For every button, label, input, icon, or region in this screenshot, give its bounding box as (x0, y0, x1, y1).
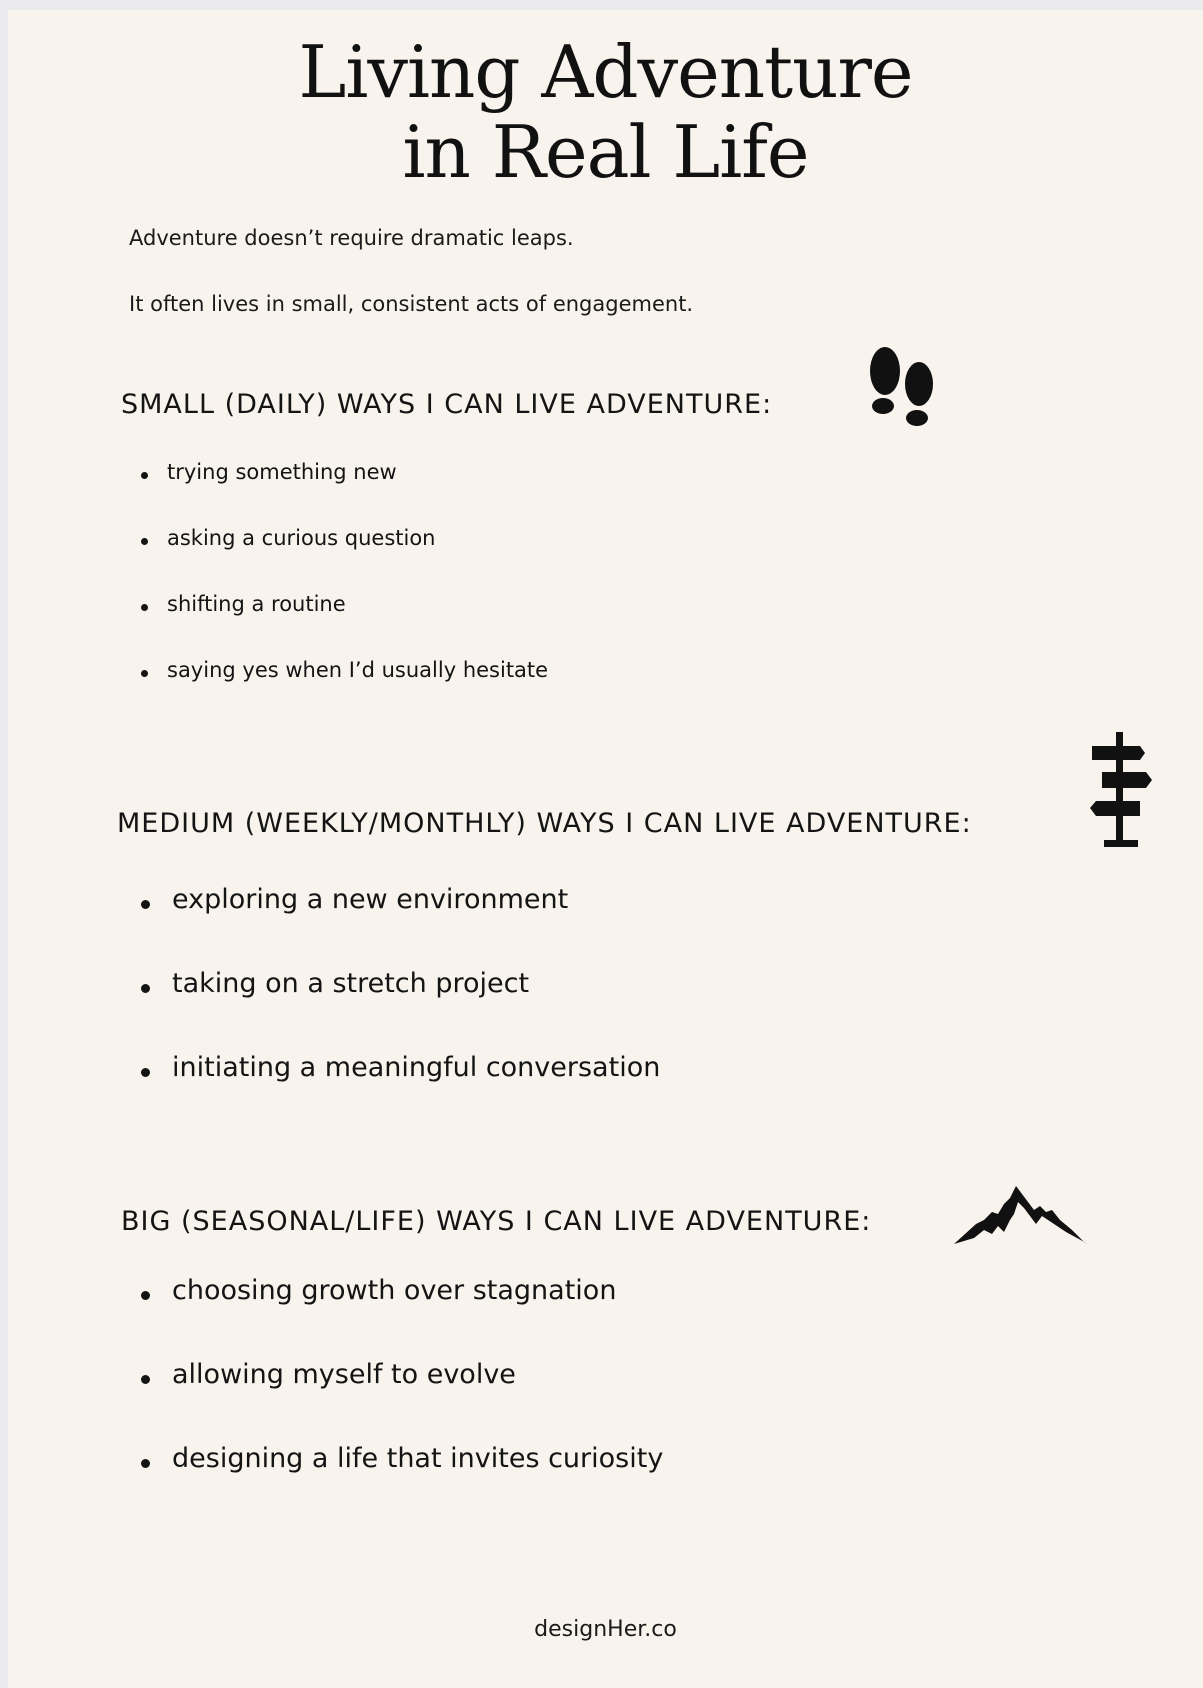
page-title-line-2: in Real Life (402, 110, 809, 194)
page-title-line-1: Living Adventure (298, 30, 913, 114)
footprints-icon (864, 346, 942, 436)
small-section-heading: SMALL (DAILY) WAYS I CAN LIVE ADVENTURE: (121, 389, 773, 420)
medium-section-heading: MEDIUM (WEEKLY/MONTHLY) WAYS I CAN LIVE ADVENTURE: (117, 808, 972, 839)
footer-credit: designHer.co (534, 1617, 677, 1642)
intro-paragraph-1: Adventure doesn’t require dramatic leaps. (129, 226, 574, 250)
intro-paragraph-2: It often lives in small, consistent acts of engagement. (129, 292, 694, 316)
signpost-icon (1088, 728, 1154, 852)
worksheet-page: Living Adventure in Real Life Adventure doesn’t require dramatic leaps. It often lives in small, consistent acts of engagement. SMALL (DAILY) WAYS I CAN LIVE ADVENTURE: trying something new asking a curious question shifting a routine saying yes when I’d usually hesitate MEDIUM (WEEKLY/MONTHLY) WAYS I CAN LIVE ADVENTURE: exploring a new environment taking on a stretch project initiating a meaningful conversation BIG (SEASONAL/LIFE) WAYS I CAN LIVE ADVENTURE: choosing growth over stagnation allowing myself to evolve designing a life that invites curiosity designHer.co (8, 10, 1203, 1688)
big-section-heading: BIG (SEASONAL/LIFE) WAYS I CAN LIVE ADVENTURE: (121, 1206, 872, 1237)
mountain-icon (954, 1180, 1088, 1246)
